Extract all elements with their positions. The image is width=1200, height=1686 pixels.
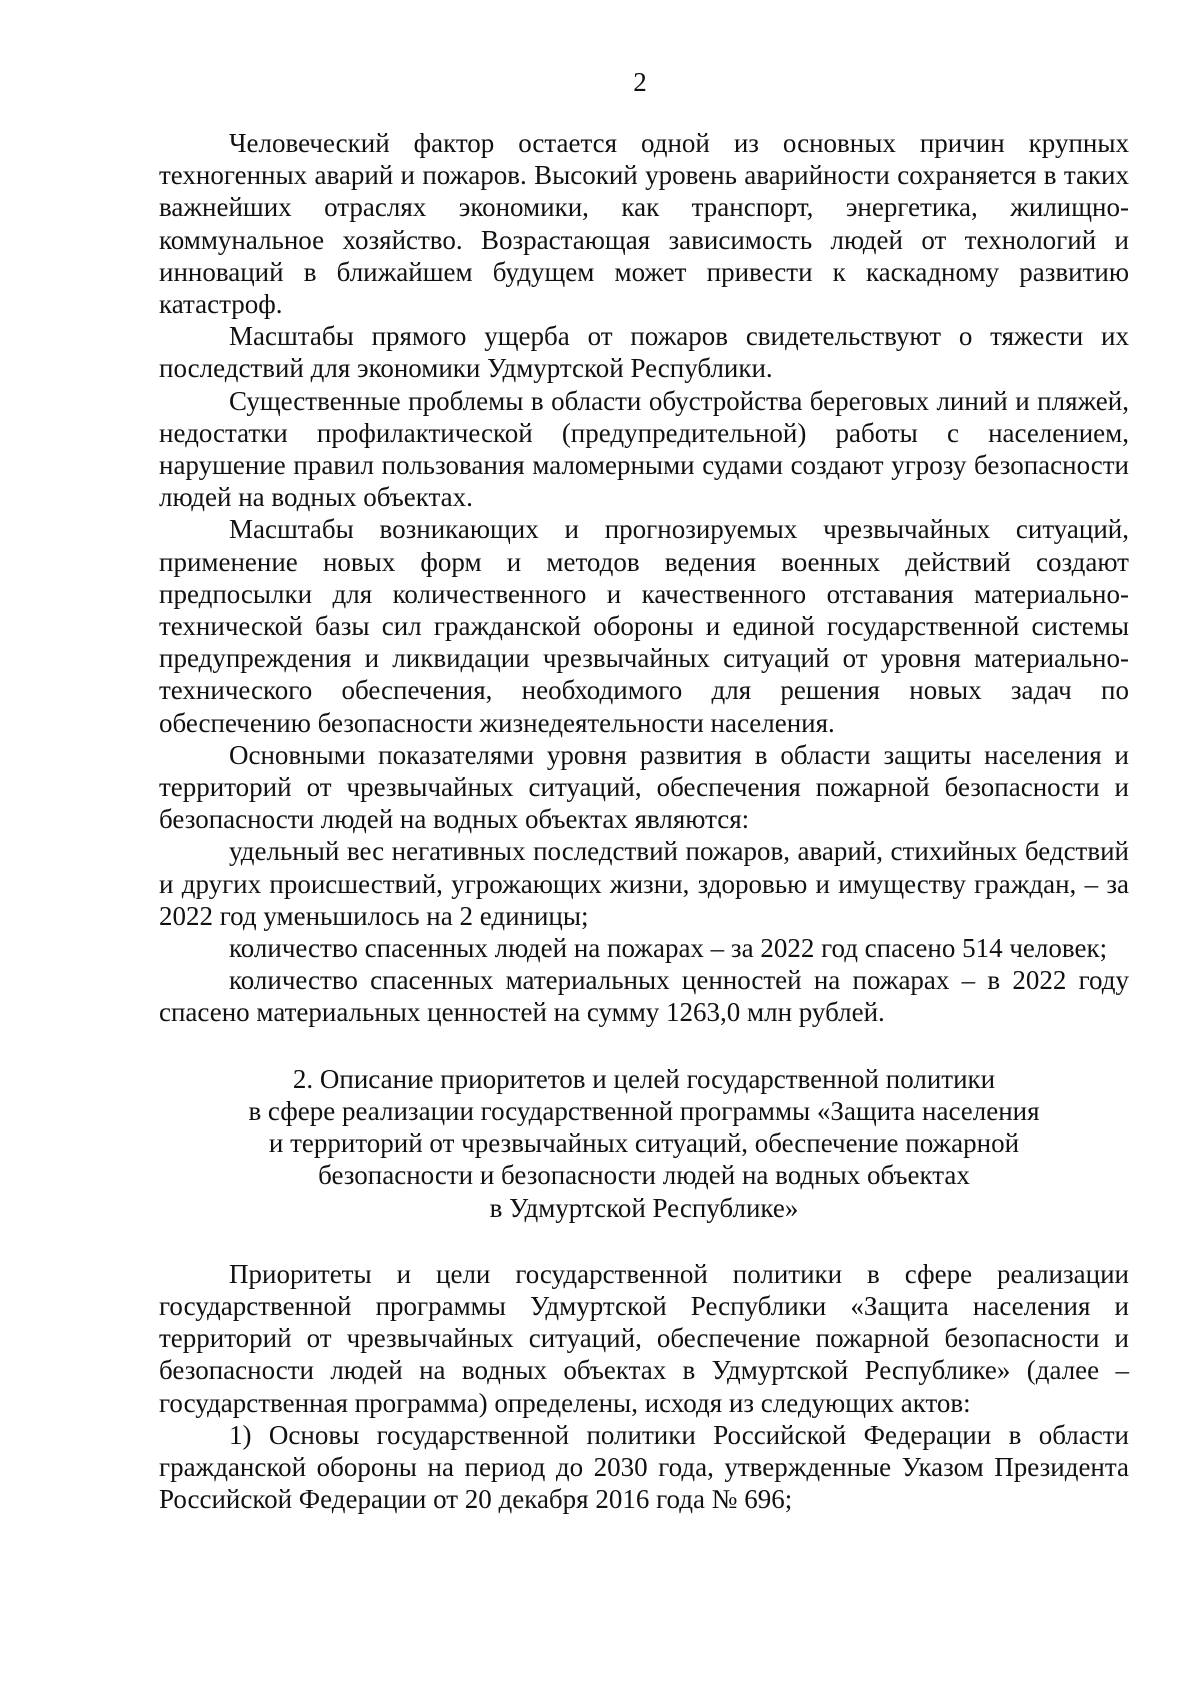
- section-heading-line: безопасности и безопасности людей на водных объектах: [318, 1160, 970, 1191]
- paragraph: Человеческий фактор остается одной из основных причин крупных техногенных аварий и пожаров. Высокий уровень аварийности сохраняется в таких важнейших отраслях экономики, как транспорт, энергетика, жилищно-коммунальное хозяйство. Возрастающая зависимость людей от технологий и инноваций в ближайшем будущем может привести к каскадному развитию катастроф.: [159, 128, 1129, 320]
- document-body: [159, 127, 1129, 1515]
- section-heading-line: 2. Описание приоритетов и целей государственной политики: [292, 1063, 996, 1094]
- paragraph: Существенные проблемы в области обустройства береговых линий и пляжей, недостатки профилактической (предупредительной) работы с населением, нарушение правил пользования маломерными судами создают угрозу безопасности людей на водных объектах.: [159, 385, 1129, 513]
- indicator-item: количество спасенных материальных ценностей на пожарах – в 2022 году спасено материальных ценностей на сумму 1263,0 млн рублей.: [159, 965, 1129, 1028]
- indicator-item: удельный вес негативных последствий пожаров, аварий, стихийных бедствий и других происшествий, угрожающих жизни, здоровью и имуществу граждан, – за 2022 год уменьшилось на 2 единицы;: [159, 836, 1129, 931]
- section-heading-line: в Удмуртской Республике»: [489, 1192, 799, 1223]
- paragraph: Приоритеты и цели государственной политики в сфере реализации государственной программы Удмуртской Республики «Защита населения и территорий от чрезвычайных ситуаций, обеспечение пожарной безопасности и безопасности людей на водных объектах в Удмуртской Республике» (далее – государственная программа) определены, исходя из следующих актов:: [159, 1258, 1129, 1418]
- section-heading-line: в сфере реализации государственной программы «Защита населения: [248, 1095, 1040, 1126]
- section-heading-line: и территорий от чрезвычайных ситуаций, обеспечение пожарной: [268, 1128, 1020, 1159]
- paragraph: Основными показателями уровня развития в области защиты населения и территорий от чрезвычайных ситуаций, обеспечения пожарной безопасности и безопасности людей на водных объектах являются:: [159, 739, 1129, 835]
- page-number: 2: [633, 67, 647, 97]
- section-heading: [159, 1063, 1129, 1224]
- indicator-item: количество спасенных людей на пожарах – за 2022 год спасено 514 человек;: [229, 933, 1108, 964]
- paragraph: Масштабы прямого ущерба от пожаров свидетельствуют о тяжести их последствий для экономики Удмуртской Республики.: [159, 321, 1129, 384]
- list-item: 1) Основы государственной политики Российской Федерации в области гражданской обороны на период до 2030 года, утвержденные Указом Президента Российской Федерации от 20 декабря 2016 года № 696;: [159, 1419, 1129, 1515]
- paragraph: Масштабы возникающих и прогнозируемых чрезвычайных ситуаций, применение новых форм и методов ведения военных действий создают предпосылки для количественного и качественного отставания материально-технической базы сил гражданской обороны и единой государственной системы предупреждения и ликвидации чрезвычайных ситуаций от уровня материально-технического обеспечения, необходимого для решения новых задач по обеспечению безопасности жизнедеятельности населения.: [159, 514, 1129, 738]
